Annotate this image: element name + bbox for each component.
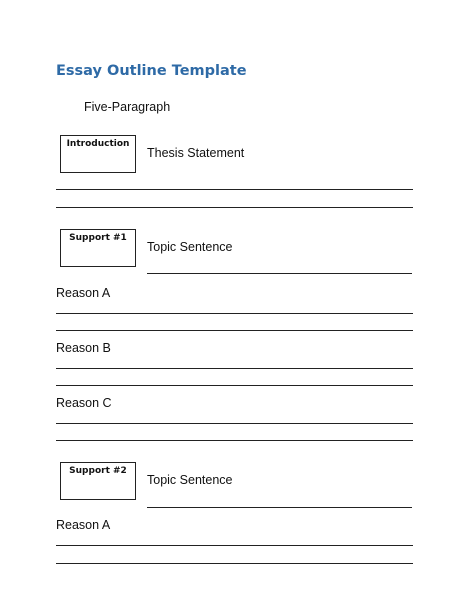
writing-line[interactable] <box>56 189 413 190</box>
topic-sentence-line[interactable] <box>147 507 412 508</box>
thesis-statement-label: Thesis Statement <box>147 146 245 160</box>
reason-b-label: Reason B <box>56 341 111 355</box>
introduction-box: Introduction <box>60 135 136 173</box>
writing-line[interactable] <box>56 368 413 369</box>
page-title: Essay Outline Template <box>56 63 247 79</box>
writing-line[interactable] <box>56 563 413 564</box>
reason-a-label: Reason A <box>56 286 111 300</box>
page-subtitle: Five-Paragraph <box>84 100 171 114</box>
writing-line[interactable] <box>56 440 413 441</box>
writing-line[interactable] <box>56 423 413 424</box>
support-2-box: Support #2 <box>60 462 136 500</box>
writing-line[interactable] <box>56 330 413 331</box>
reason-c-label: Reason C <box>56 396 112 410</box>
topic-sentence-label: Topic Sentence <box>147 473 233 487</box>
writing-line[interactable] <box>56 545 413 546</box>
topic-sentence-line[interactable] <box>147 273 412 274</box>
support-1-box: Support #1 <box>60 229 136 267</box>
writing-line[interactable] <box>56 313 413 314</box>
reason-a-label: Reason A <box>56 518 111 532</box>
topic-sentence-label: Topic Sentence <box>147 240 233 254</box>
writing-line[interactable] <box>56 385 413 386</box>
writing-line[interactable] <box>56 207 413 208</box>
